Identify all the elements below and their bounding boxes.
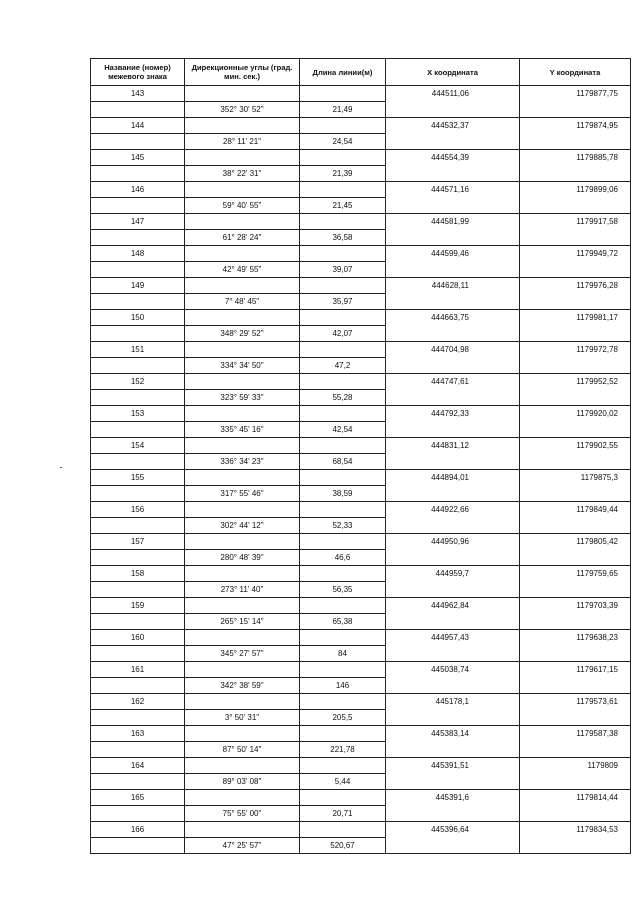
empty-cell (300, 630, 386, 646)
empty-cell (185, 502, 300, 518)
point-name: 145 (91, 150, 185, 166)
empty-cell (520, 678, 631, 694)
line-length: 65,38 (300, 614, 386, 630)
table-row (91, 166, 631, 182)
table-row (91, 758, 631, 774)
x-coordinate: 444599,46 (386, 246, 520, 262)
direction-angle: 7° 48' 45" (185, 294, 300, 310)
y-coordinate: 1179587,38 (520, 726, 631, 742)
empty-cell (185, 118, 300, 134)
empty-cell (185, 182, 300, 198)
direction-angle: 342° 38' 59" (185, 678, 300, 694)
header-name: Название (номер) межевого знака (91, 59, 185, 86)
empty-cell (300, 662, 386, 678)
table-row (91, 326, 631, 342)
line-length: 205,5 (300, 710, 386, 726)
empty-cell (300, 342, 386, 358)
table-row (91, 182, 631, 198)
empty-cell (520, 742, 631, 758)
table-row (91, 454, 631, 470)
table-row (91, 230, 631, 246)
point-name: 143 (91, 86, 185, 102)
coordinates-sheet (90, 58, 630, 854)
line-length: 84 (300, 646, 386, 662)
empty-cell (91, 166, 185, 182)
line-length: 221,78 (300, 742, 386, 758)
y-coordinate: 1179759,65 (520, 566, 631, 582)
x-coordinate: 444950,96 (386, 534, 520, 550)
x-coordinate: 444894,01 (386, 470, 520, 486)
y-coordinate: 1179899,06 (520, 182, 631, 198)
line-length: 21,45 (300, 198, 386, 214)
empty-cell (300, 790, 386, 806)
table-row (91, 646, 631, 662)
direction-angle: 61° 28' 24" (185, 230, 300, 246)
y-coordinate: 1179638,23 (520, 630, 631, 646)
y-coordinate: 1179703,39 (520, 598, 631, 614)
point-name: 149 (91, 278, 185, 294)
empty-cell (300, 118, 386, 134)
line-length: 21,49 (300, 102, 386, 118)
point-name: 157 (91, 534, 185, 550)
line-length: 35,97 (300, 294, 386, 310)
table-row (91, 374, 631, 390)
table-row (91, 662, 631, 678)
table-row (91, 134, 631, 150)
empty-cell (185, 406, 300, 422)
table-row (91, 822, 631, 838)
empty-cell (91, 614, 185, 630)
table-row (91, 518, 631, 534)
y-coordinate: 1179875,3 (520, 470, 631, 486)
y-coordinate: 1179972,78 (520, 342, 631, 358)
empty-cell (386, 742, 520, 758)
empty-cell (91, 550, 185, 566)
table-row (91, 486, 631, 502)
empty-cell (386, 646, 520, 662)
x-coordinate: 444957,43 (386, 630, 520, 646)
x-coordinate: 445391,6 (386, 790, 520, 806)
empty-cell (386, 550, 520, 566)
empty-cell (386, 390, 520, 406)
x-coordinate: 444704,98 (386, 342, 520, 358)
line-length: 21,39 (300, 166, 386, 182)
empty-cell (300, 278, 386, 294)
empty-cell (386, 262, 520, 278)
line-length: 146 (300, 678, 386, 694)
empty-cell (91, 326, 185, 342)
empty-cell (520, 358, 631, 374)
empty-cell (300, 438, 386, 454)
empty-cell (91, 230, 185, 246)
empty-cell (520, 486, 631, 502)
empty-cell (520, 550, 631, 566)
table-row (91, 406, 631, 422)
direction-angle: 348° 29' 52" (185, 326, 300, 342)
empty-cell (300, 822, 386, 838)
point-name: 146 (91, 182, 185, 198)
table-row (91, 630, 631, 646)
empty-cell (520, 518, 631, 534)
empty-cell (386, 838, 520, 854)
empty-cell (91, 198, 185, 214)
header-y: Y координата (520, 59, 631, 86)
empty-cell (386, 102, 520, 118)
line-length: 56,35 (300, 582, 386, 598)
table-header (91, 59, 631, 86)
point-name: 153 (91, 406, 185, 422)
empty-cell (300, 182, 386, 198)
direction-angle: 323° 59' 33" (185, 390, 300, 406)
y-coordinate: 1179976,28 (520, 278, 631, 294)
empty-cell (300, 758, 386, 774)
x-coordinate: 445391,51 (386, 758, 520, 774)
empty-cell (91, 742, 185, 758)
x-coordinate: 444663,75 (386, 310, 520, 326)
direction-angle: 302° 44' 12" (185, 518, 300, 534)
empty-cell (300, 726, 386, 742)
direction-angle: 47° 25' 57" (185, 838, 300, 854)
empty-cell (185, 598, 300, 614)
table-row (91, 790, 631, 806)
x-coordinate: 445178,1 (386, 694, 520, 710)
table-row (91, 342, 631, 358)
empty-cell (185, 86, 300, 102)
empty-cell (520, 134, 631, 150)
empty-cell (91, 582, 185, 598)
x-coordinate: 444554,39 (386, 150, 520, 166)
x-coordinate: 445383,14 (386, 726, 520, 742)
empty-cell (185, 150, 300, 166)
empty-cell (386, 774, 520, 790)
empty-cell (520, 230, 631, 246)
empty-cell (91, 710, 185, 726)
line-length: 46,6 (300, 550, 386, 566)
empty-cell (520, 326, 631, 342)
empty-cell (185, 438, 300, 454)
point-name: 154 (91, 438, 185, 454)
empty-cell (520, 294, 631, 310)
table-row (91, 422, 631, 438)
y-coordinate: 1179617,15 (520, 662, 631, 678)
empty-cell (91, 486, 185, 502)
table-row (91, 358, 631, 374)
x-coordinate: 444532,37 (386, 118, 520, 134)
table-row (91, 614, 631, 630)
empty-cell (300, 374, 386, 390)
y-coordinate: 1179885,78 (520, 150, 631, 166)
empty-cell (185, 630, 300, 646)
empty-cell (300, 214, 386, 230)
empty-cell (91, 838, 185, 854)
y-coordinate: 1179981,17 (520, 310, 631, 326)
direction-angle: 273° 11' 40" (185, 582, 300, 598)
header-angles: Дирекционные углы (град. мин. сек.) (185, 59, 300, 86)
direction-angle: 280° 48' 39" (185, 550, 300, 566)
empty-cell (520, 710, 631, 726)
direction-angle: 38° 22' 31" (185, 166, 300, 182)
y-coordinate: 1179809 (520, 758, 631, 774)
y-coordinate: 1179573,61 (520, 694, 631, 710)
x-coordinate: 445038,74 (386, 662, 520, 678)
empty-cell (185, 758, 300, 774)
table-row (91, 582, 631, 598)
y-coordinate: 1179949,72 (520, 246, 631, 262)
table-row (91, 806, 631, 822)
direction-angle: 59° 40' 55" (185, 198, 300, 214)
empty-cell (300, 566, 386, 582)
line-length: 42,07 (300, 326, 386, 342)
table-row (91, 598, 631, 614)
empty-cell (520, 166, 631, 182)
table-row (91, 726, 631, 742)
table-row (91, 742, 631, 758)
y-coordinate: 1179877,75 (520, 86, 631, 102)
table-row (91, 214, 631, 230)
x-coordinate: 444959,7 (386, 566, 520, 582)
direction-angle: 317° 55' 46" (185, 486, 300, 502)
empty-cell (185, 726, 300, 742)
empty-cell (386, 678, 520, 694)
empty-cell (91, 422, 185, 438)
empty-cell (386, 614, 520, 630)
table-row (91, 694, 631, 710)
empty-cell (300, 598, 386, 614)
y-coordinate: 1179849,44 (520, 502, 631, 518)
table-row (91, 278, 631, 294)
table-row (91, 310, 631, 326)
table-row (91, 102, 631, 118)
empty-cell (91, 262, 185, 278)
direction-angle: 336° 34' 23" (185, 454, 300, 470)
x-coordinate: 444747,61 (386, 374, 520, 390)
line-length: 52,33 (300, 518, 386, 534)
empty-cell (386, 454, 520, 470)
x-coordinate: 444831,12 (386, 438, 520, 454)
empty-cell (300, 310, 386, 326)
empty-cell (386, 582, 520, 598)
line-length: 20,71 (300, 806, 386, 822)
point-name: 165 (91, 790, 185, 806)
empty-cell (386, 134, 520, 150)
point-name: 144 (91, 118, 185, 134)
direction-angle: 265° 15' 14" (185, 614, 300, 630)
table-row (91, 294, 631, 310)
point-name: 158 (91, 566, 185, 582)
header-length: Длина линии(м) (300, 59, 386, 86)
line-length: 5,44 (300, 774, 386, 790)
table-row (91, 390, 631, 406)
y-coordinate: 1179834,53 (520, 822, 631, 838)
table-row (91, 198, 631, 214)
y-coordinate: 1179917,58 (520, 214, 631, 230)
empty-cell (386, 358, 520, 374)
y-coordinate: 1179874,95 (520, 118, 631, 134)
table-row (91, 550, 631, 566)
empty-cell (91, 390, 185, 406)
direction-angle: 89° 03' 08" (185, 774, 300, 790)
table-row (91, 710, 631, 726)
empty-cell (185, 662, 300, 678)
table-row (91, 470, 631, 486)
empty-cell (300, 534, 386, 550)
point-name: 164 (91, 758, 185, 774)
table-row (91, 150, 631, 166)
empty-cell (520, 454, 631, 470)
empty-cell (386, 166, 520, 182)
empty-cell (386, 294, 520, 310)
empty-cell (300, 470, 386, 486)
empty-cell (91, 774, 185, 790)
line-length: 520,67 (300, 838, 386, 854)
line-length: 55,28 (300, 390, 386, 406)
empty-cell (185, 470, 300, 486)
empty-cell (520, 614, 631, 630)
empty-cell (520, 198, 631, 214)
empty-cell (185, 310, 300, 326)
empty-cell (520, 262, 631, 278)
empty-cell (185, 342, 300, 358)
empty-cell (91, 646, 185, 662)
empty-cell (386, 486, 520, 502)
point-name: 152 (91, 374, 185, 390)
direction-angle: 335° 45' 16" (185, 422, 300, 438)
line-length: 24,54 (300, 134, 386, 150)
table-row (91, 534, 631, 550)
empty-cell (520, 806, 631, 822)
line-length: 42,54 (300, 422, 386, 438)
empty-cell (91, 678, 185, 694)
empty-cell (520, 102, 631, 118)
empty-cell (91, 294, 185, 310)
x-coordinate: 444792,33 (386, 406, 520, 422)
empty-cell (520, 838, 631, 854)
x-coordinate: 444962,84 (386, 598, 520, 614)
point-name: 156 (91, 502, 185, 518)
empty-cell (185, 790, 300, 806)
line-length: 38,59 (300, 486, 386, 502)
table-row (91, 246, 631, 262)
x-coordinate: 444628,11 (386, 278, 520, 294)
direction-angle: 28° 11' 21" (185, 134, 300, 150)
empty-cell (185, 566, 300, 582)
x-coordinate: 444571,16 (386, 182, 520, 198)
direction-angle: 352° 30' 52" (185, 102, 300, 118)
empty-cell (91, 134, 185, 150)
boundary-points-table (90, 58, 631, 854)
table-row (91, 502, 631, 518)
empty-cell (91, 454, 185, 470)
table-body (91, 86, 631, 854)
point-name: 159 (91, 598, 185, 614)
empty-cell (520, 582, 631, 598)
point-name: 151 (91, 342, 185, 358)
empty-cell (386, 326, 520, 342)
x-coordinate: 444922,66 (386, 502, 520, 518)
y-coordinate: 1179920,02 (520, 406, 631, 422)
point-name: 160 (91, 630, 185, 646)
empty-cell (185, 374, 300, 390)
empty-cell (91, 358, 185, 374)
empty-cell (386, 198, 520, 214)
table-row (91, 118, 631, 134)
x-coordinate: 444581,99 (386, 214, 520, 230)
empty-cell (520, 422, 631, 438)
direction-angle: 3° 50' 31" (185, 710, 300, 726)
line-length: 39,07 (300, 262, 386, 278)
y-coordinate: 1179952,52 (520, 374, 631, 390)
empty-cell (386, 518, 520, 534)
line-length: 36,58 (300, 230, 386, 246)
direction-angle: 87° 50' 14" (185, 742, 300, 758)
empty-cell (386, 422, 520, 438)
point-name: 150 (91, 310, 185, 326)
x-coordinate: 444511,06 (386, 86, 520, 102)
point-name: 155 (91, 470, 185, 486)
y-coordinate: 1179805,42 (520, 534, 631, 550)
table-row (91, 838, 631, 854)
table-row (91, 86, 631, 102)
y-coordinate: 1179814,44 (520, 790, 631, 806)
point-name: 163 (91, 726, 185, 742)
empty-cell (520, 390, 631, 406)
header-x: X координата (386, 59, 520, 86)
empty-cell (185, 534, 300, 550)
direction-angle: 345° 27' 57" (185, 646, 300, 662)
empty-cell (185, 214, 300, 230)
table-row (91, 678, 631, 694)
table-row (91, 262, 631, 278)
empty-cell (185, 278, 300, 294)
empty-cell (185, 246, 300, 262)
empty-cell (300, 246, 386, 262)
direction-angle: 42° 49' 55" (185, 262, 300, 278)
empty-cell (520, 646, 631, 662)
empty-cell (300, 502, 386, 518)
empty-cell (386, 806, 520, 822)
direction-angle: 75° 55' 00" (185, 806, 300, 822)
direction-angle: 334° 34' 50" (185, 358, 300, 374)
table-row (91, 438, 631, 454)
x-coordinate: 445396,64 (386, 822, 520, 838)
empty-cell (91, 518, 185, 534)
point-name: 162 (91, 694, 185, 710)
point-name: 147 (91, 214, 185, 230)
empty-cell (300, 150, 386, 166)
point-name: 166 (91, 822, 185, 838)
margin-mark (60, 467, 62, 468)
line-length: 68,54 (300, 454, 386, 470)
line-length: 47,2 (300, 358, 386, 374)
empty-cell (185, 822, 300, 838)
point-name: 161 (91, 662, 185, 678)
empty-cell (520, 774, 631, 790)
empty-cell (300, 694, 386, 710)
empty-cell (386, 710, 520, 726)
empty-cell (386, 230, 520, 246)
empty-cell (300, 86, 386, 102)
table-row (91, 774, 631, 790)
empty-cell (300, 406, 386, 422)
table-row (91, 566, 631, 582)
empty-cell (185, 694, 300, 710)
y-coordinate: 1179902,55 (520, 438, 631, 454)
empty-cell (91, 102, 185, 118)
point-name: 148 (91, 246, 185, 262)
empty-cell (91, 806, 185, 822)
